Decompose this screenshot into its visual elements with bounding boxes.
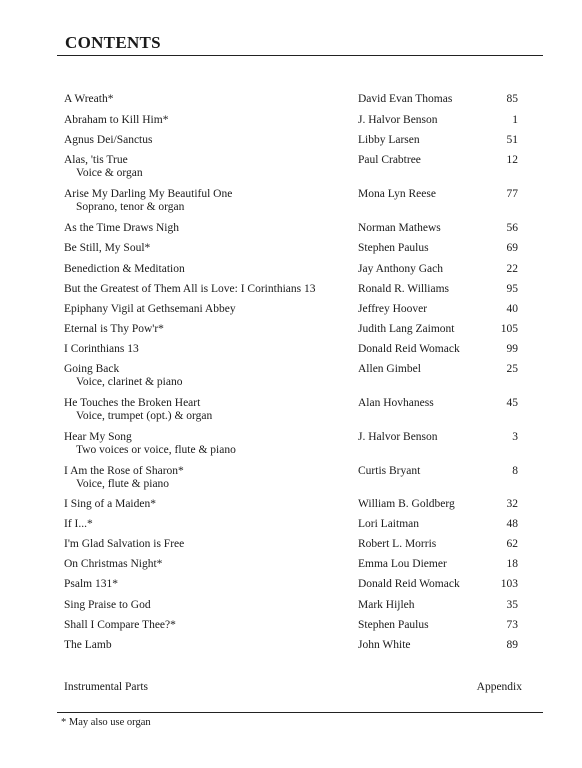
entry-composer: Libby Larsen xyxy=(358,134,420,146)
entry-title: Abraham to Kill Him* xyxy=(64,114,169,126)
footnote-rule xyxy=(57,712,543,713)
entry-page: 103 xyxy=(500,578,518,590)
entry-page: 48 xyxy=(506,518,518,530)
entry-title: But the Greatest of Them All is Love: I Corinthians 13 xyxy=(64,283,316,295)
entry-title: Hear My Song xyxy=(64,431,132,443)
entry-page: 22 xyxy=(506,263,518,275)
entry-title: He Touches the Broken Heart xyxy=(64,397,201,409)
entry-composer: Curtis Bryant xyxy=(358,465,421,477)
entry-subtitle: Voice & organ xyxy=(76,167,143,179)
entry-title: Shall I Compare Thee?* xyxy=(64,619,176,631)
entry-page: 95 xyxy=(506,283,518,295)
entry-composer: Judith Lang Zaimont xyxy=(358,323,455,335)
entry-title: Sing Praise to God xyxy=(64,599,151,611)
entry-title: Be Still, My Soul* xyxy=(64,242,151,254)
entry-title: I Am the Rose of Sharon* xyxy=(64,465,184,477)
entry-title: Alas, 'tis True xyxy=(64,154,128,166)
entry-composer: Norman Mathews xyxy=(358,222,441,234)
entry-composer: Emma Lou Diemer xyxy=(358,558,447,570)
entry-title: As the Time Draws Nigh xyxy=(64,222,180,234)
entry-title: I'm Glad Salvation is Free xyxy=(64,538,185,550)
entry-page: 12 xyxy=(506,154,518,166)
entry-title: A Wreath* xyxy=(64,93,114,105)
entry-page: 89 xyxy=(506,639,518,651)
entry-page: 85 xyxy=(506,93,518,105)
entry-title: Psalm 131* xyxy=(64,578,118,590)
entry-page: 40 xyxy=(506,303,518,315)
entry-composer: J. Halvor Benson xyxy=(358,114,438,126)
entry-page: 62 xyxy=(506,538,518,550)
entry-page: 35 xyxy=(506,599,518,611)
entry-page: 73 xyxy=(506,619,518,631)
entry-page: 1 xyxy=(512,114,518,126)
entry-title: On Christmas Night* xyxy=(64,558,163,570)
entry-composer: Alan Hovhaness xyxy=(358,397,434,409)
title-rule xyxy=(57,55,543,56)
entry-title: I Corinthians 13 xyxy=(64,343,139,355)
entry-composer: Paul Crabtree xyxy=(358,154,421,166)
footnote: * May also use organ xyxy=(61,717,151,728)
entry-composer: William B. Goldberg xyxy=(358,498,455,510)
entry-subtitle: Voice, flute & piano xyxy=(76,478,170,490)
entry-composer: Lori Laitman xyxy=(358,518,419,530)
entry-title: I Sing of a Maiden* xyxy=(64,498,156,510)
entry-composer: J. Halvor Benson xyxy=(358,431,438,443)
entry-composer: Mark Hijleh xyxy=(358,599,415,611)
entry-page: 77 xyxy=(506,188,518,200)
entry-page: 18 xyxy=(506,558,518,570)
entry-composer: Stephen Paulus xyxy=(358,242,429,254)
entry-composer: Donald Reid Womack xyxy=(358,343,460,355)
entry-page: 51 xyxy=(506,134,518,146)
entry-page: 25 xyxy=(506,363,518,375)
entry-page: 69 xyxy=(506,242,518,254)
entry-composer: Mona Lyn Reese xyxy=(358,188,436,200)
entry-title: The Lamb xyxy=(64,639,112,651)
entry-page: 8 xyxy=(512,465,518,477)
entry-page: 99 xyxy=(506,343,518,355)
entry-composer: Robert L. Morris xyxy=(358,538,437,550)
entry-subtitle: Soprano, tenor & organ xyxy=(76,201,185,213)
entry-composer: Allen Gimbel xyxy=(358,363,421,375)
entry-title: Eternal is Thy Pow'r* xyxy=(64,323,164,335)
entry-page: Appendix xyxy=(476,681,522,693)
entry-page: 45 xyxy=(506,397,518,409)
entry-title: Going Back xyxy=(64,363,120,375)
entry-composer: Jeffrey Hoover xyxy=(358,303,428,315)
entry-title: If I...* xyxy=(64,518,93,530)
entry-composer: Donald Reid Womack xyxy=(358,578,460,590)
entry-composer: Jay Anthony Gach xyxy=(358,263,443,275)
entry-title: Benediction & Meditation xyxy=(64,263,185,275)
page-title: CONTENTS xyxy=(65,33,161,52)
entry-title: Arise My Darling My Beautiful One xyxy=(64,188,233,200)
entry-subtitle: Voice, trumpet (opt.) & organ xyxy=(76,410,213,422)
entry-title: Instrumental Parts xyxy=(64,681,148,693)
entry-composer: John White xyxy=(358,639,411,651)
entry-subtitle: Voice, clarinet & piano xyxy=(76,376,183,388)
entry-page: 32 xyxy=(506,498,518,510)
entry-composer: Stephen Paulus xyxy=(358,619,429,631)
entry-composer: David Evan Thomas xyxy=(358,93,453,105)
entry-composer: Ronald R. Williams xyxy=(358,283,450,295)
entry-page: 56 xyxy=(506,222,518,234)
entry-title: Epiphany Vigil at Gethsemani Abbey xyxy=(64,303,236,315)
entry-title: Agnus Dei/Sanctus xyxy=(64,134,153,146)
entry-page: 105 xyxy=(500,323,518,335)
entry-page: 3 xyxy=(512,431,518,443)
entry-subtitle: Two voices or voice, flute & piano xyxy=(76,444,236,456)
